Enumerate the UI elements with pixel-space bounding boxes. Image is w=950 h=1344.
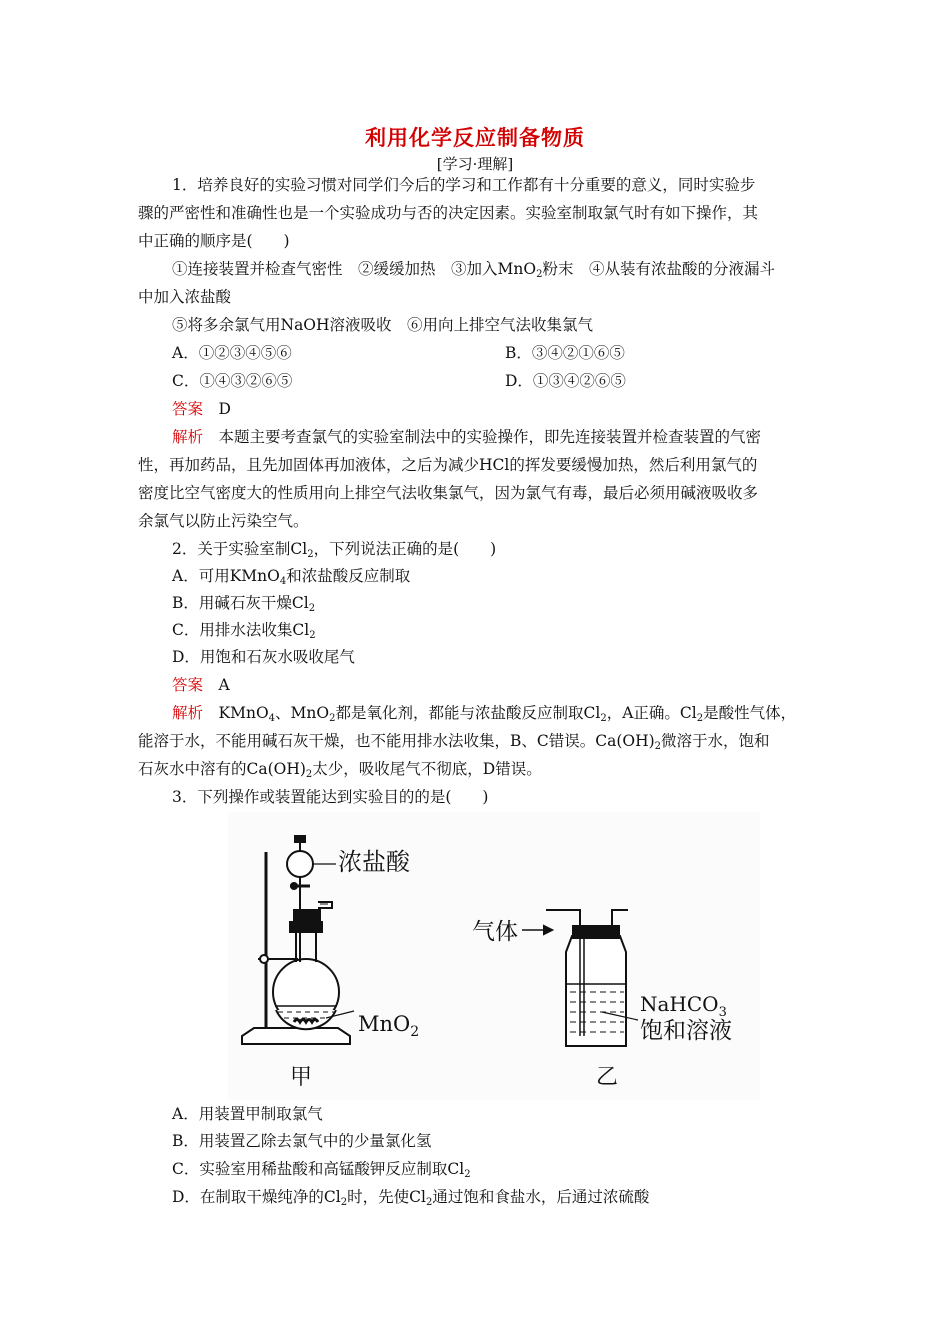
q1-answer <box>172 399 231 419</box>
q2-option-b: B．用碱石灰干燥$Cl_2$ <box>172 594 316 614</box>
q1-stem-line-1: 1．培养良好的实验习惯对同学们今后的学习和工作都有十分重要的意义，同时实验步 <box>172 176 756 194</box>
q2-answer <box>172 675 230 695</box>
label-nahco3: NaHCO$_3$ <box>640 992 727 1020</box>
label-mno2: MnO$_2$ <box>358 1012 420 1040</box>
apparatus-figure <box>228 812 760 1100</box>
q2-option-c: C．用排水法收集$Cl_2$ <box>172 621 316 641</box>
answer-value: D <box>218 400 231 418</box>
q2-analysis-line-2: 能溶于水，不能用碱石灰干燥，也不能用排水法收集，B、C错误。$Ca(OH)_2$微溶于水，饱和 <box>138 732 770 752</box>
q1-operations-line-2: 中加入浓盐酸 <box>138 288 232 306</box>
q2-stem: 2．关于实验室制$Cl_2$，下列说法正确的是( ) <box>172 540 497 560</box>
q1-analysis-line-1: 解析 本题主要考查氯气的实验室制法中的实验操作，即先连接装置并检查装置的气密 <box>172 428 762 446</box>
q2-option-d: D．用饱和石灰水吸收尾气 <box>172 648 355 666</box>
answer-value: A <box>218 676 230 694</box>
q1-analysis-line-4: 余氯气以防止污染空气。 <box>138 512 309 530</box>
answer-label: 答案 <box>172 400 204 418</box>
gas-washing-bottle <box>566 936 626 1046</box>
answer-label: 答案 <box>172 676 204 694</box>
q1-analysis-line-3: 密度比空气密度大的性质用向上排空气法收集氯气，因为氯气有毒，最后必须用碱液吸收多 <box>138 484 759 502</box>
q1-operations-line-3: ⑤将多余氯气用NaOH溶液吸收 ⑥用向上排空气法收集氯气 <box>172 316 594 334</box>
q3-option-b: B．用装置乙除去氯气中的少量氯化氢 <box>172 1132 432 1150</box>
q2-option-a: A．可用KMnO$_4$和浓盐酸反应制取 <box>172 567 411 587</box>
label-apparatus-yi: 乙 <box>596 1065 619 1090</box>
label-conc-hcl: 浓盐酸 <box>338 848 410 876</box>
label-apparatus-jia: 甲 <box>290 1065 313 1090</box>
q2-analysis-line-3: 石灰水中溶有的$Ca(OH)_2$太少，吸收尾气不彻底，D错误。 <box>138 760 542 780</box>
q1-stem-line-3: 中正确的顺序是( ) <box>138 232 290 250</box>
separatory-funnel <box>287 851 313 877</box>
rubber-stopper <box>290 922 322 932</box>
section-subtitle: [学习·理解] <box>436 155 514 173</box>
bottle-stopper <box>573 926 619 938</box>
q1-option-a: A．①②③④⑤⑥ <box>172 344 292 362</box>
q3-option-a: A．用装置甲制取氯气 <box>172 1105 323 1123</box>
analysis-label: 解析 <box>172 428 204 446</box>
analysis-label: 解析 <box>172 704 204 722</box>
q3-stem: 3．下列操作或装置能达到实验目的的是( ) <box>172 788 489 806</box>
q3-option-d: D．在制取干燥纯净的$Cl_2$时，先使$Cl_2$通过饱和食盐水，后通过浓硫酸 <box>172 1188 650 1208</box>
q1-stem-line-2: 骤的严密性和准确性也是一个实验成功与否的决定因素。实验室制取氯气时有如下操作，其 <box>138 204 759 222</box>
q1-option-c: C．①④③②⑥⑤ <box>172 372 293 390</box>
label-gas: 气体 <box>472 919 518 945</box>
stand-base <box>242 1028 350 1044</box>
q1-option-d: D．①③④②⑥⑤ <box>505 372 626 390</box>
apparatus-diagram <box>228 812 760 1100</box>
page-title: 利用化学反应制备物质 <box>365 125 585 150</box>
q3-option-c: C．实验室用稀盐酸和高锰酸钾反应制取$Cl_2$ <box>172 1160 471 1180</box>
q2-analysis-line-1: 解析 KMnO$_4$、MnO$_2$都是氧化剂，都能与浓盐酸反应制取$Cl_2$，A正确。$Cl_2$是酸性气体， <box>172 704 797 724</box>
q1-operations-line-1: ①连接装置并检查气密性 ②缓缓加热 ③加入MnO$_2$粉末 ④从装有浓盐酸的分液漏斗 <box>172 260 775 280</box>
label-saturated-solution: 饱和溶液 <box>640 1018 732 1044</box>
q1-analysis-line-2: 性，再加药品，且先加固体再加液体，之后为减少HCl的挥发要缓慢加热，然后利用氯气的 <box>138 456 758 474</box>
q1-option-b: B．③④②①⑥⑤ <box>505 344 625 362</box>
